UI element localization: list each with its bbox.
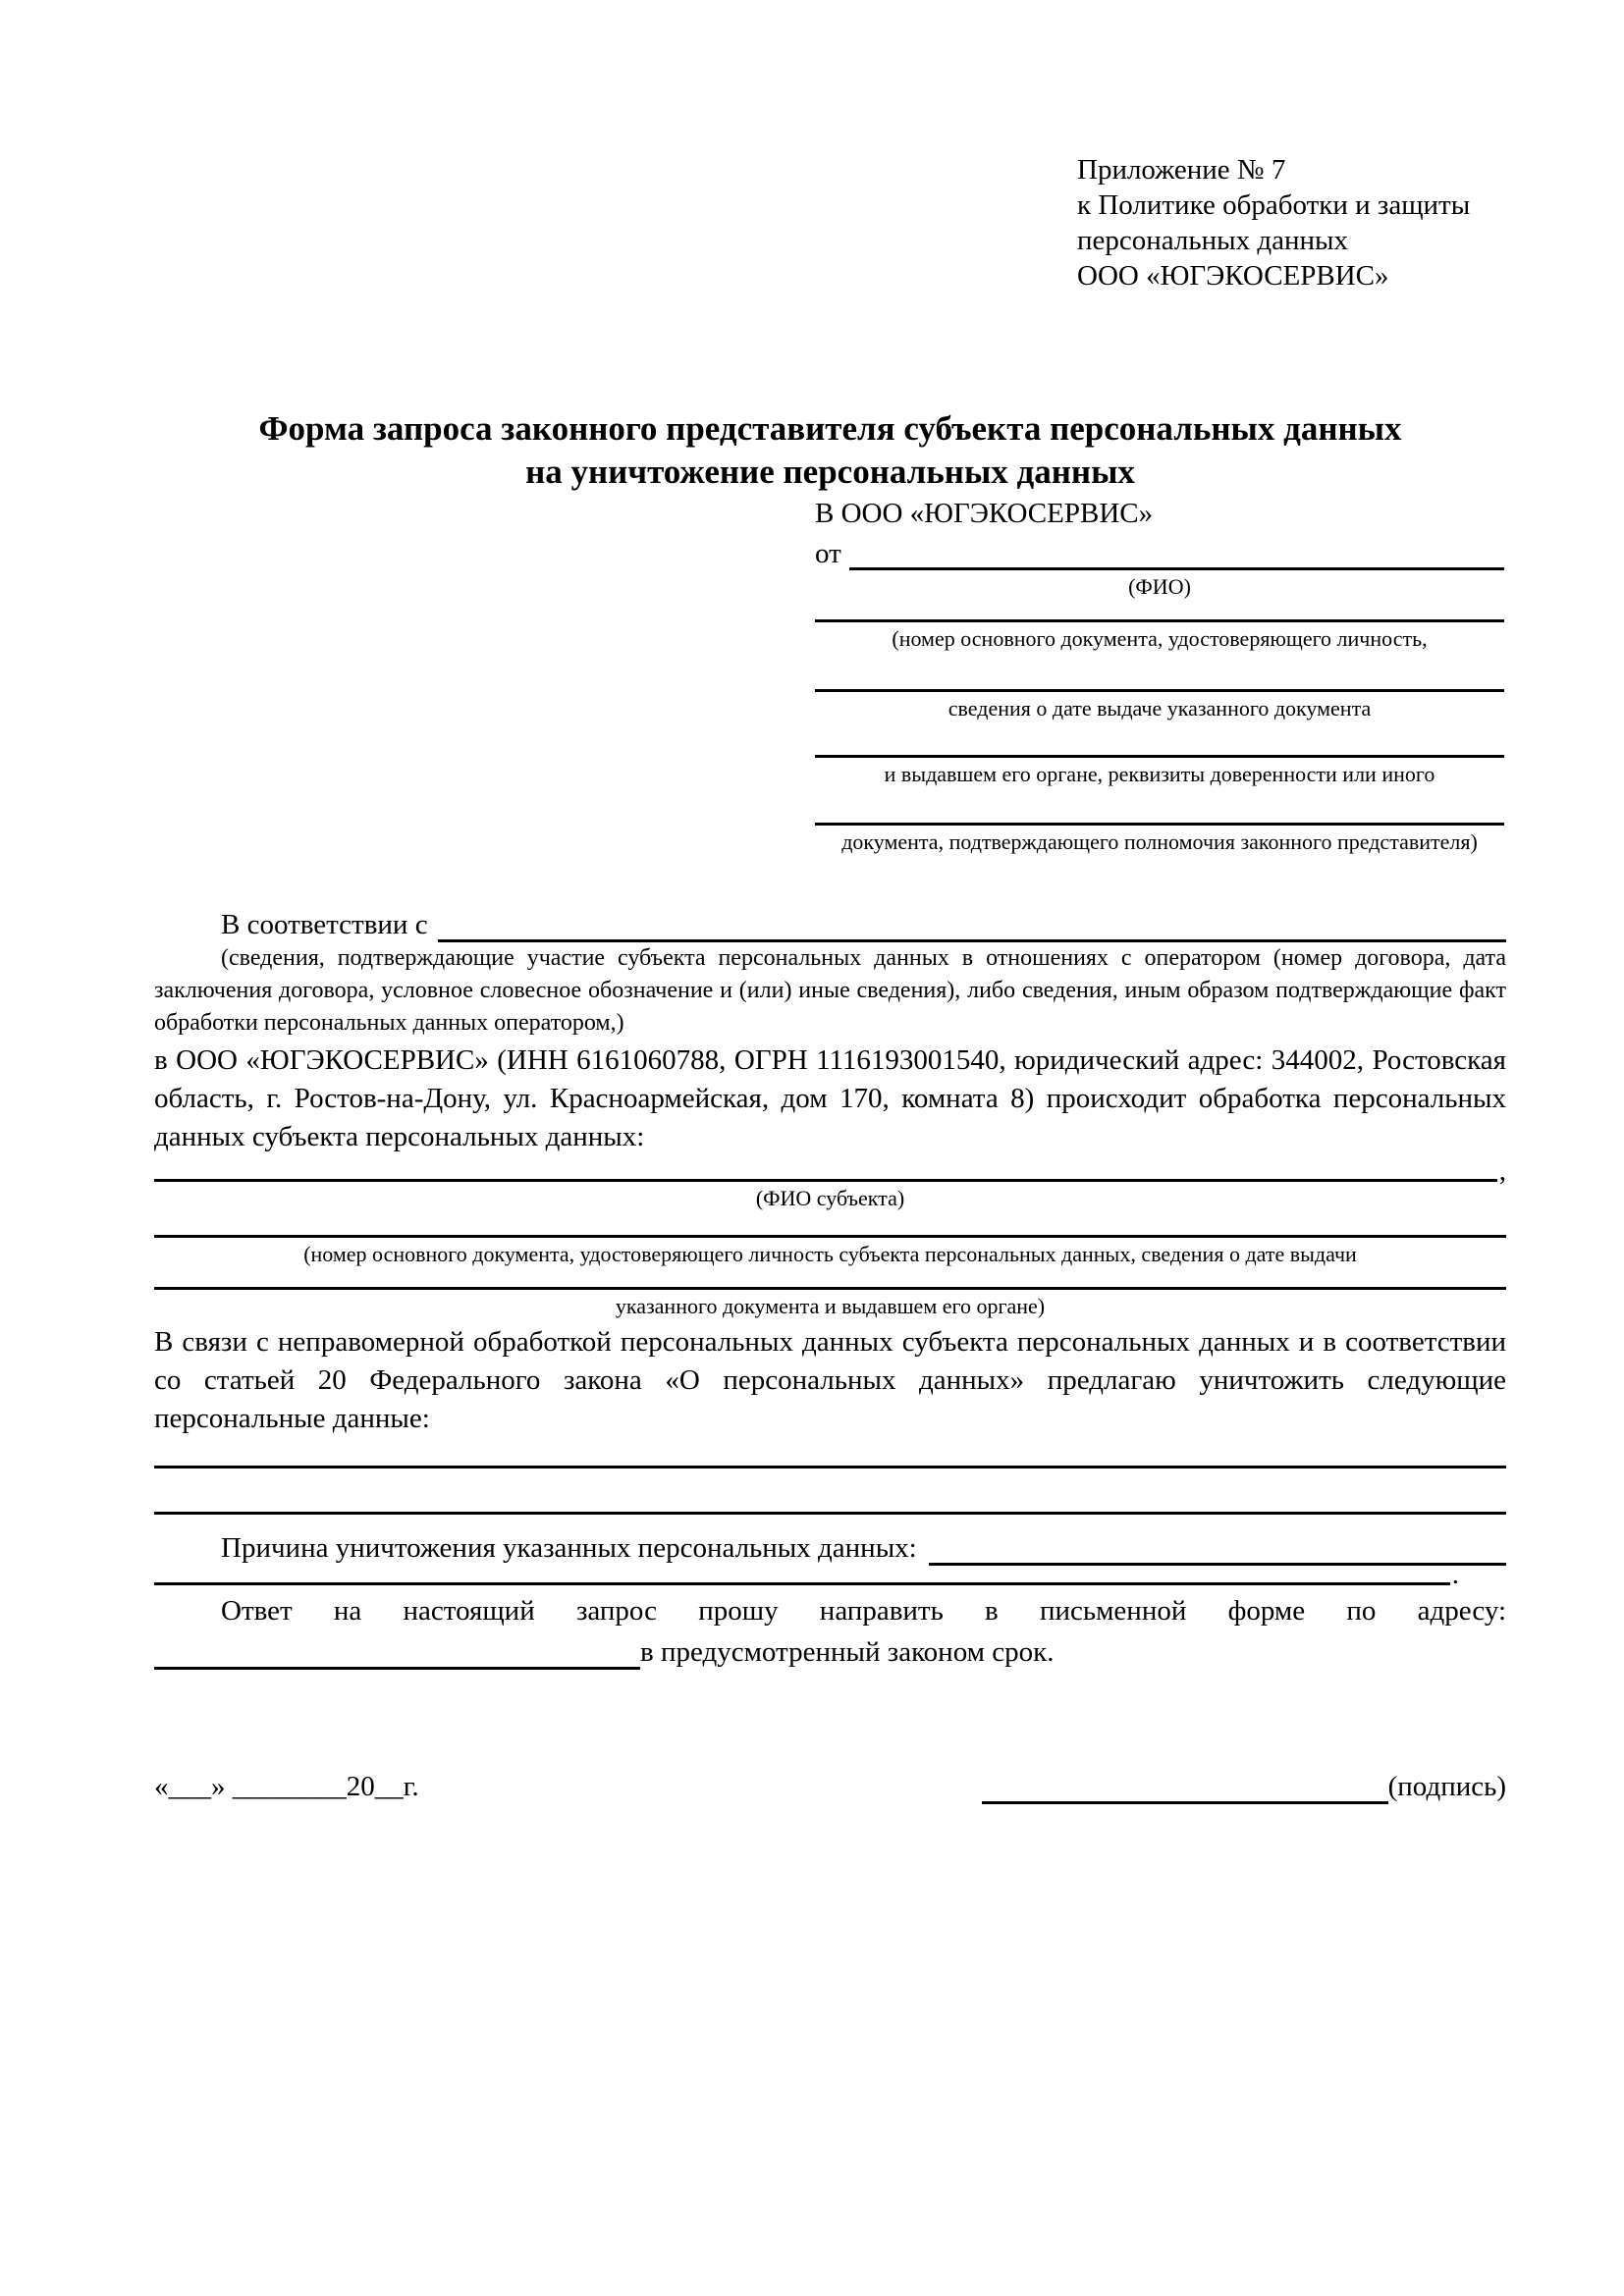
subject-fio-row xyxy=(154,1155,1506,1187)
reply-address-blank-line xyxy=(154,1630,640,1670)
reason-row xyxy=(154,1528,1506,1566)
subject-doc-blank-line2 xyxy=(154,1267,1506,1290)
demand-paragraph: В связи с неправомерной обработкой персональных данных субъекта персональных данных и в соответствии со статьей 20 Федерального закона «О персональных данных» предлагаю уничтожить следующие персональные данные: xyxy=(154,1326,1506,1434)
data-blank-line2 xyxy=(154,1468,1506,1515)
appendix-header-line: к Политике обработки и защиты xyxy=(1077,189,1471,221)
reply-tail-text: в предусмотренный законом срок. xyxy=(640,1636,1055,1668)
appendix-header xyxy=(1077,152,1529,294)
doc-issuer-caption: и выдавшем его органе, реквизиты доверенности или иного xyxy=(884,762,1435,786)
doc-issue-date-caption: сведения о дате выдаче указанного документа xyxy=(947,696,1372,721)
reason-continuation-row xyxy=(154,1559,1459,1590)
doc-issue-date-blank-line xyxy=(815,652,1504,692)
reason-line-period: . xyxy=(1451,1559,1459,1590)
reply-address-row xyxy=(154,1630,1506,1670)
fio-blank-line xyxy=(849,567,1504,570)
appendix-header-line: Приложение № 7 xyxy=(1077,154,1286,186)
document-title-line1: Форма запроса законного представителя субъекта персональных данных xyxy=(258,409,1402,448)
subject-fio-line-comma: , xyxy=(1498,1155,1506,1187)
subject-fio-blank-line xyxy=(154,1179,1497,1182)
doc-number-blank-line xyxy=(815,600,1504,622)
from-label: от xyxy=(815,538,841,569)
signature-caption: (подпись) xyxy=(1387,1771,1506,1802)
document-title-line2: на уничтожение персональных данных xyxy=(525,453,1135,491)
reason-blank-line2 xyxy=(154,1582,1450,1585)
data-blank-line1 xyxy=(154,1448,1506,1468)
subject-fio-caption: (ФИО субъекта) xyxy=(755,1186,905,1210)
date-blank: «___» ________20__г. xyxy=(154,1771,419,1802)
doc-issuer-blank-line xyxy=(815,721,1504,758)
reply-paragraph: Ответ на настоящий запрос прошу направить в письменной форме по адресу: xyxy=(221,1595,1506,1627)
footer-row xyxy=(154,1768,1506,1804)
authority-doc-blank-line xyxy=(815,787,1504,826)
addressee-block xyxy=(815,494,1504,855)
subject-doc-blank-line xyxy=(154,1211,1506,1238)
subject-doc-caption1: (номер основного документа, удостоверяющего личность субъекта персональных данных, сведения о дате выдачи xyxy=(303,1242,1357,1266)
accordance-row xyxy=(154,903,1506,942)
fio-caption: (ФИО) xyxy=(1128,574,1191,599)
signature-blank-line xyxy=(982,1768,1388,1804)
appendix-header-line: ООО «ЮГЭКОСЕРВИС» xyxy=(1077,260,1389,292)
subject-doc-caption2: указанного документа и выдавшем его органе) xyxy=(615,1294,1046,1318)
from-row xyxy=(815,533,1504,570)
authority-doc-caption: документа, подтверждающего полномочия законного представителя) xyxy=(841,829,1478,854)
doc-number-caption: (номер основного документа, удостоверяющего личность, xyxy=(892,626,1428,651)
accordance-note: (сведения, подтверждающие участие субъекта персональных данных в отношениях с оператором (номер договора, дата заключения договора, условное словесное обозначение и (или) иные сведения), либо сведения, иным образом подтверждающие факт обработки персональных данных оператором,) xyxy=(154,945,1506,1036)
operator-paragraph: в ООО «ЮГЭКОСЕРВИС» (ИНН 6161060788, ОГРН 1116193001540, юридический адрес: 344002, Ростовская область, г. Ростов-на-Дону, ул. Красноармейская, дом 170, комната 8) происходит обработка персональных данных субъекта персональных данных: xyxy=(154,1044,1506,1152)
reason-blank-line xyxy=(929,1563,1506,1566)
addressee-organization: В ООО «ЮГЭКОСЕРВИС» xyxy=(815,498,1154,529)
signature-group xyxy=(982,1768,1506,1804)
accordance-label: В соответствии с xyxy=(221,909,428,940)
reason-label: Причина уничтожения указанных персональных данных: xyxy=(221,1532,917,1564)
document-title xyxy=(154,407,1506,494)
appendix-header-line: персональных данных xyxy=(1077,225,1349,256)
